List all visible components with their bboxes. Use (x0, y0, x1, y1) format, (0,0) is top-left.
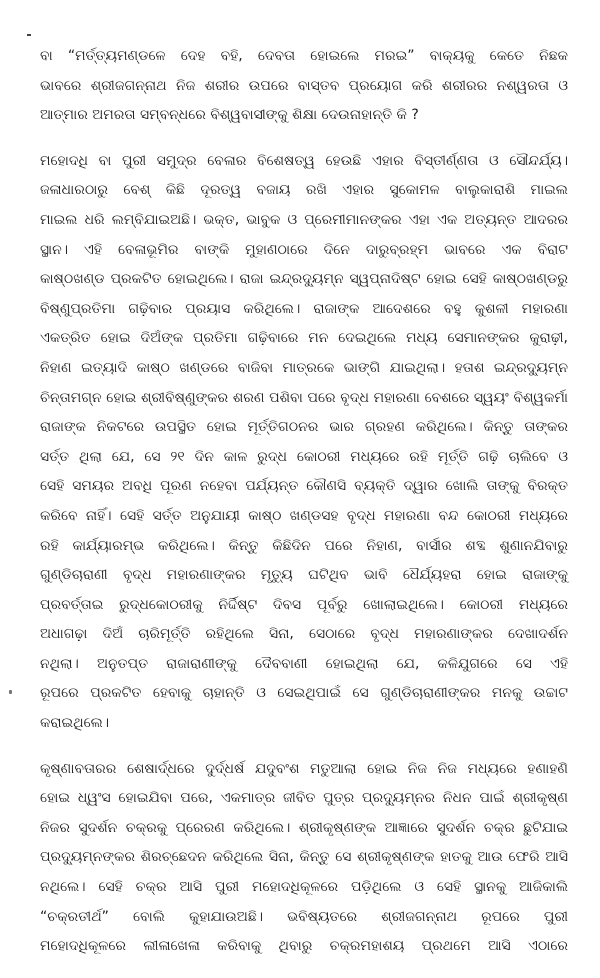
paragraph (40, 42, 568, 131)
text-line: ମାଇଲ ଧରି ଲମ୍ବିଯାଇଅଛି। ଭକ୍ତ, ଭାବୁକ ଓ ପ୍ରେମୀମାନଙ୍କର ଏହା ଏକ ଅତ୍ୟନ୍ତ ଆଦରର (40, 211, 568, 228)
text-line: ବିଷ୍ଣୁପ୍ରତିମା ଗଢ଼ିବାର ପ୍ରୟାସ କରିଥିଲେ। ରାଜାଙ୍କ ଆଦେଶରେ ବହୁ କୁଶଳୀ ମହାରଣା (40, 300, 568, 317)
paragraph (40, 147, 568, 739)
text-line: ଚିନ୍ତାମଗ୍ନ ହୋଇ ଶ୍ରୀବିଷ୍ଣୁଙ୍କର ଶରଣ ପଶିବା ପରେ ବୃଦ୍ଧ ମହାରଣା ବେଶରେ ସ୍ୱୟଂ ବିଶ୍ୱକର୍ମା (40, 389, 568, 406)
text-line: ସେହି ସମୟର ଅବଧି ପୂରଣ ନହେବା ପର୍ଯ୍ୟନ୍ତ କୌଣସି ବ୍ୟକ୍ତି ଦ୍ୱାର ଖୋଲି ତାଙ୍କୁ ବିରକ୍ତ (40, 478, 568, 495)
text-line: ହୋଇ ଧ୍ୱଂସ ହୋଇଯିବା ପରେ, ଏକମାତ୍ର ଜୀବିତ ପୁତ୍ର ପ୍ରଦ୍ୟୁମ୍ନର ନିଧନ ପାଇଁ ଶ୍ରୀକୃଷ୍ଣ (40, 790, 568, 807)
text-line: ବା “ମର୍ତ୍ତ୍ୟମଣ୍ଡଳେ ଦେହ ବହି, ଦେବତା ହୋଇଲେ ମରଇ” ବାକ୍ୟକୁ କେତେ ନିଛକ (40, 48, 568, 64)
text-line: ପ୍ରଦ୍ୟୁମ୍ନଙ୍କର ଶିରଚ୍ଛେଦନ କରିଥିଲେ ସିନା, କିନ୍ତୁ ସେ ଶ୍ରୀକୃଷ୍ଣଙ୍କ ହାତକୁ ଆଉ ଫେରି ଆସି (40, 849, 568, 866)
text-line: କାଷ୍ଠଖଣ୍ଡ ପ୍ରକଟିତ ହୋଇଥିଲେ। ରାଜା ଇନ୍ଦ୍ରଦ୍ୟୁମ୍ନ ସ୍ୱପ୍ନାଦିଷ୍ଟ ହୋଇ ସେହି କାଷ୍ଠଖଣ୍ଡରୁ (40, 271, 568, 288)
text-line: ମହୋଦଧିକୂଳରେ ଲୀଳାଖେଳା କରିବାକୁ ଥିବାରୁ ଚକ୍ରମହାଶୟ ପ୍ରଥମେ ଆସି ଏଠାରେ (40, 938, 568, 955)
text-line: ନଥିଲେ। ସେହି ଚକ୍ର ଆସି ପୁରୀ ମହୋଦଧିକୂଳରେ ପଡ଼ିଥିଲେ ଓ ସେହି ସ୍ଥାନକୁ ଆଜିକାଲି (40, 879, 568, 896)
text-line: ରାଜାଙ୍କ ନିକଟରେ ଉପସ୍ଥିତ ହୋଇ ମୂର୍ତ୍ତିଗଠନର ଭାର ଗ୍ରହଣ କରିଥିଲେ। କିନ୍ତୁ ତାଙ୍କର (40, 419, 568, 436)
text-line: ନିଜର ସୁଦର୍ଶନ ଚକ୍ରକୁ ପ୍ରେରଣ କରିଥିଲେ। ଶ୍ରୀକୃଷ୍ଣଙ୍କ ଆଜ୍ଞାରେ ସୁଦର୍ଶନ ଚକ୍ର ଛୁଟିଯାଇ (40, 819, 568, 836)
text-line: ସ୍ଥାନ। ଏହି ବେଳାଭୂମିର ବାଙ୍କି ମୁହାଣଠାରେ ଦିନେ ଦାରୁବ୍ରହ୍ମ ଭାବରେ ଏକ ବିରାଟ (40, 241, 568, 258)
paragraph (40, 755, 568, 962)
text-line: ଭାବରେ ଶ୍ରୀଜଗନ୍ନାଥ ନିଜ ଶରୀର ଉପରେ ବାସ୍ତବ ପ୍ରୟୋଗ କରି ଶରୀରର ନଶ୍ୱରତା ଓ (40, 77, 568, 94)
document-body (40, 42, 568, 978)
text-line: ମହୋଦଧି ବା ପୁରୀ ସମୁଦ୍ର ବେଳାର ବିଶେଷତ୍ୱ ହେଉଛି ଏହାର ବିସ୍ତୀର୍ଣ୍ଣତା ଓ ସୌନ୍ଦର୍ଯ୍ୟ। (40, 152, 568, 169)
text-line: ଜଳାଧାରଠାରୁ ବେଶ୍ କିଛି ଦୂରତ୍ୱ ବଜାୟ ରଖି ଏହାର ସୁକୋମଳ ବାଲୁକାରାଶି ମାଇଲ (40, 182, 568, 199)
text-line: କରାଇଥିଲେ। (40, 715, 110, 732)
text-line: କୃଷ୍ଣାବତାରର ଶେଷାର୍ଦ୍ଧରେ ଦୁର୍ଦ୍ଧର୍ଷ ଯଦୁବଂଶ ମତୁଆଲା ହୋଇ ନିଜ ନିଜ ମଧ୍ୟରେ ହଣାହଣି (40, 760, 568, 777)
text-line: ଗୁଣ୍ଡିଚାରାଣୀ ବୃଦ୍ଧ ମହାରଣାଙ୍କର ମୃତ୍ୟୁ ଘଟିଥିବ ଭାବି ଧୈର୍ଯ୍ୟହରା ହୋଇ ରାଜାଙ୍କୁ (40, 567, 568, 584)
text-line: ଆତ୍ମାର ଅମରତା ସମ୍ବନ୍ଧରେ ବିଶ୍ୱବାସୀଙ୍କୁ ଶିକ୍ଷା ଦେଉନାହାନ୍ତି କି ? (40, 107, 419, 124)
text-line: ନିହାଣ ଇତ୍ୟାଦି କାଷ୍ଠ ଖଣ୍ଡରେ ବାଜିବା ମାତ୍ରକେ ଭାଙ୍ଗି ଯାଇଥିଲା। ହତାଶ ଇନ୍ଦ୍ରଦ୍ୟୁମ୍ନ (40, 359, 568, 376)
text-line: ଏକତ୍ରିତ ହୋଇ ଦିଅଁଙ୍କ ପ୍ରତିମା ଗଢ଼ିବାରେ ମନ ଦେଇଥିଲେ ମଧ୍ୟ ସେମାନଙ୍କର କୁରାଢ଼ୀ, (40, 330, 568, 347)
text-line: ରୂପରେ ପ୍ରକଟିତ ହେବାକୁ ଚାହାନ୍ତି ଓ ସେଇଥିପାଇଁ ସେ ଗୁଣ୍ଡିଚାରାଣୀଙ୍କର ମନକୁ ଉଚ୍ଚାଟ (40, 685, 568, 702)
margin-mark (9, 690, 12, 694)
text-line: ଅଧାଗଢ଼ା ଦିଅଁ ଚାରିମୂର୍ତ୍ତି ରହିଥିଲେ ସିନା, ସେଠାରେ ବୃଦ୍ଧ ମହାରଣାଙ୍କର ଦେଖାଦର୍ଶନ (40, 626, 568, 643)
text-line: ନଥିଲା। ଅନୁତପ୍ତ ରାଜାରାଣୀଙ୍କୁ ଦୈବବାଣୀ ହୋଇଥିଲା ଯେ, କଳିଯୁଗରେ ସେ ଏହି (40, 655, 568, 672)
text-line: ପ୍ରବର୍ତ୍ତାଇ ରୁଦ୍ଧକୋଠରୀକୁ ନିର୍ଦ୍ଦିଷ୍ଟ ଦିବସ ପୂର୍ବରୁ ଖୋଲାଇଥିଲେ। କୋଠରୀ ମଧ୍ୟରେ (40, 596, 568, 613)
text-line: ସର୍ତ୍ତ ଥିଲା ଯେ, ସେ ୨୧ ଦିନ କାଳ ରୁଦ୍ଧ କୋଠରୀ ମଧ୍ୟରେ ରହି ମୂର୍ତ୍ତି ଗଢ଼ି ଚାଲିବେ ଓ (40, 448, 568, 465)
text-line: “ଚକ୍ରତୀର୍ଥ” ବୋଲି କୁହାଯାଉଅଛି। ଭବିଷ୍ୟତରେ ଶ୍ରୀଜଗନ୍ନାଥ ରୂପରେ ପୁରୀ (40, 908, 568, 925)
stray-mark (27, 34, 31, 36)
text-line: କରିବେ ନାହିଁ। ସେହି ସର୍ତ୍ତ ଅନୁଯାୟୀ କାଷ୍ଠ ଖଣ୍ଡସହ ବୃଦ୍ଧ ମହାରଣା ବନ୍ଦ କୋଠରୀ ମଧ୍ୟରେ (40, 507, 568, 524)
text-line: ରହି କାର୍ଯ୍ୟାରମ୍ଭ କରିଥିଲେ। କିନ୍ତୁ କିଛିଦିନ ପରେ ନିହାଣ, ବାର୍ସୀର ଶବ୍ଦ ଶୁଣାନଯିବାରୁ (40, 537, 568, 554)
